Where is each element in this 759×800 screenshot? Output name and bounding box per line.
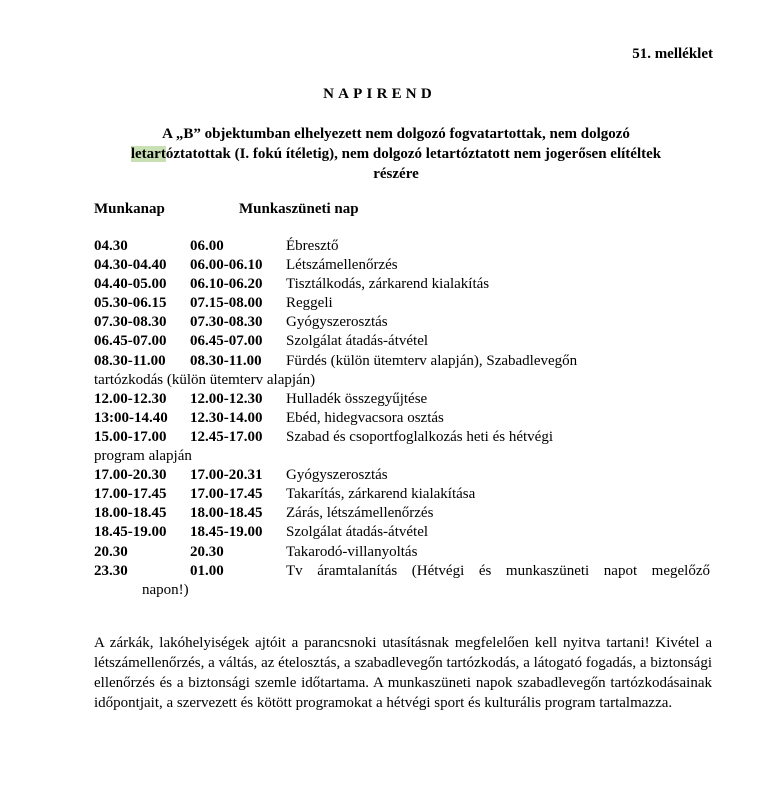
schedule-row <box>94 313 710 332</box>
holiday-time: 06.00 <box>190 238 224 254</box>
workday-time: 05.30-06.15 <box>94 295 167 312</box>
holiday-time: 06.45-07.00 <box>190 333 263 350</box>
schedule-row <box>94 237 710 256</box>
annex-number: 51. melléklet <box>632 46 713 62</box>
activity: Zárás, létszámellenőrzés <box>286 505 434 522</box>
activity: Szolgálat átadás-átvétel <box>286 333 429 350</box>
subtitle-line-3: részére <box>373 166 419 182</box>
holiday-time: 07.30-08.30 <box>190 314 263 331</box>
subtitle-line-1: A „B” objektumban elhelyezett nem dolgozó fogvatartottak, nem dolgozó <box>162 126 630 142</box>
holiday-time: 01.00 <box>190 562 224 579</box>
activity: Ebéd, hidegvacsora osztás <box>286 409 444 426</box>
holiday-time: 06.10-06.20 <box>190 276 263 293</box>
column-header-workday: Munkanap <box>94 201 165 217</box>
activity: Hulladék összegyűjtése <box>286 390 428 407</box>
schedule-row <box>94 352 710 390</box>
holiday-time: 12.00-12.30 <box>190 390 263 407</box>
document-subtitle <box>96 124 696 184</box>
schedule-row <box>94 332 710 351</box>
workday-time: 23.30 <box>94 562 128 579</box>
activity-continuation: program alapján <box>94 448 192 465</box>
workday-time: 13:00-14.40 <box>94 409 168 426</box>
activity: Tv áramtalanítás (Hétvégi és munkaszüneti napot megelőző <box>286 562 710 579</box>
subtitle-line-2 <box>96 144 696 164</box>
holiday-time: 17.00-17.45 <box>190 486 263 503</box>
schedule-row <box>94 466 710 485</box>
activity: Takarítás, zárkarend kialakítása <box>286 486 476 503</box>
workday-time: 15.00-17.00 <box>94 428 167 445</box>
schedule-row <box>94 428 710 466</box>
holiday-time: 07.15-08.00 <box>190 295 263 312</box>
holiday-time: 18.45-19.00 <box>190 524 263 541</box>
holiday-time: 06.00-06.10 <box>190 257 263 274</box>
activity: Gyógyszerosztás <box>286 314 388 331</box>
schedule-row <box>94 504 710 523</box>
schedule-row <box>94 294 710 313</box>
activity: Szolgálat átadás-átvétel <box>286 524 429 541</box>
schedule-table <box>94 237 710 600</box>
activity: Fürdés (külön ütemterv alapján), Szabadlevegőn <box>286 352 578 369</box>
activity: Gyógyszerosztás <box>286 467 388 484</box>
holiday-time: 08.30-11.00 <box>190 352 262 369</box>
schedule-row <box>94 275 710 294</box>
document-title: NAPIREND <box>323 86 436 102</box>
workday-time: 04.30 <box>94 238 128 254</box>
schedule-row <box>94 543 710 562</box>
workday-time: 17.00-17.45 <box>94 486 167 503</box>
workday-time: 12.00-12.30 <box>94 390 167 407</box>
workday-time: 06.45-07.00 <box>94 333 167 350</box>
activity: Reggeli <box>286 295 333 312</box>
activity: Szabad és csoportfoglalkozás heti és hétvégi <box>286 428 553 445</box>
holiday-time: 17.00-20.31 <box>190 467 263 484</box>
workday-time: 04.30-04.40 <box>94 257 167 274</box>
schedule-row <box>94 409 710 428</box>
activity-continuation: tartózkodás (külön ütemterv alapján) <box>94 371 316 388</box>
workday-time: 17.00-20.30 <box>94 467 167 484</box>
holiday-time: 12.30-14.00 <box>190 409 263 426</box>
holiday-time: 18.00-18.45 <box>190 505 263 522</box>
workday-time: 07.30-08.30 <box>94 314 167 331</box>
subtitle-line-2-rest: óztatottak (I. fokú ítéletig), nem dolgozó letartóztatott nem jogerősen elítéltek <box>165 146 662 162</box>
workday-time: 20.30 <box>94 543 128 560</box>
schedule-row <box>94 523 710 542</box>
schedule-row <box>94 562 710 600</box>
activity-continuation: napon!) <box>142 581 189 598</box>
activity: Létszámellenőrzés <box>286 257 398 274</box>
closing-paragraph: A zárkák, lakóhelyiségek ajtóit a parancsnoki utasításnak megfelelően kell nyitva tartani! Kivétel a létszámellenőrzés, a váltás, az ételosztás, a szabadlevegőn tartózkodás, a látogató fogadás, a biztonsági ellenőrzés és a biztonsági szemle időtartama. A munkaszüneti napok szabadlevegőn tartózkodásainak időpontjait, a szervezett és kötött programokat a hétvégi sport és kulturális program tartalmazza. <box>94 635 712 711</box>
workday-time: 18.45-19.00 <box>94 524 167 541</box>
workday-time: 18.00-18.45 <box>94 505 167 522</box>
holiday-time: 12.45-17.00 <box>190 428 263 445</box>
activity: Tisztálkodás, zárkarend kialakítás <box>286 276 490 293</box>
workday-time: 04.40-05.00 <box>94 276 167 293</box>
activity: Ébresztő <box>286 238 339 254</box>
schedule-row <box>94 485 710 504</box>
schedule-row <box>94 256 710 275</box>
activity: Takarodó-villanyoltás <box>286 543 418 560</box>
holiday-time: 20.30 <box>190 543 224 560</box>
column-header-holiday: Munkaszüneti nap <box>239 201 359 217</box>
highlighted-text: letart <box>130 146 166 162</box>
workday-time: 08.30-11.00 <box>94 352 166 369</box>
schedule-row <box>94 390 710 409</box>
